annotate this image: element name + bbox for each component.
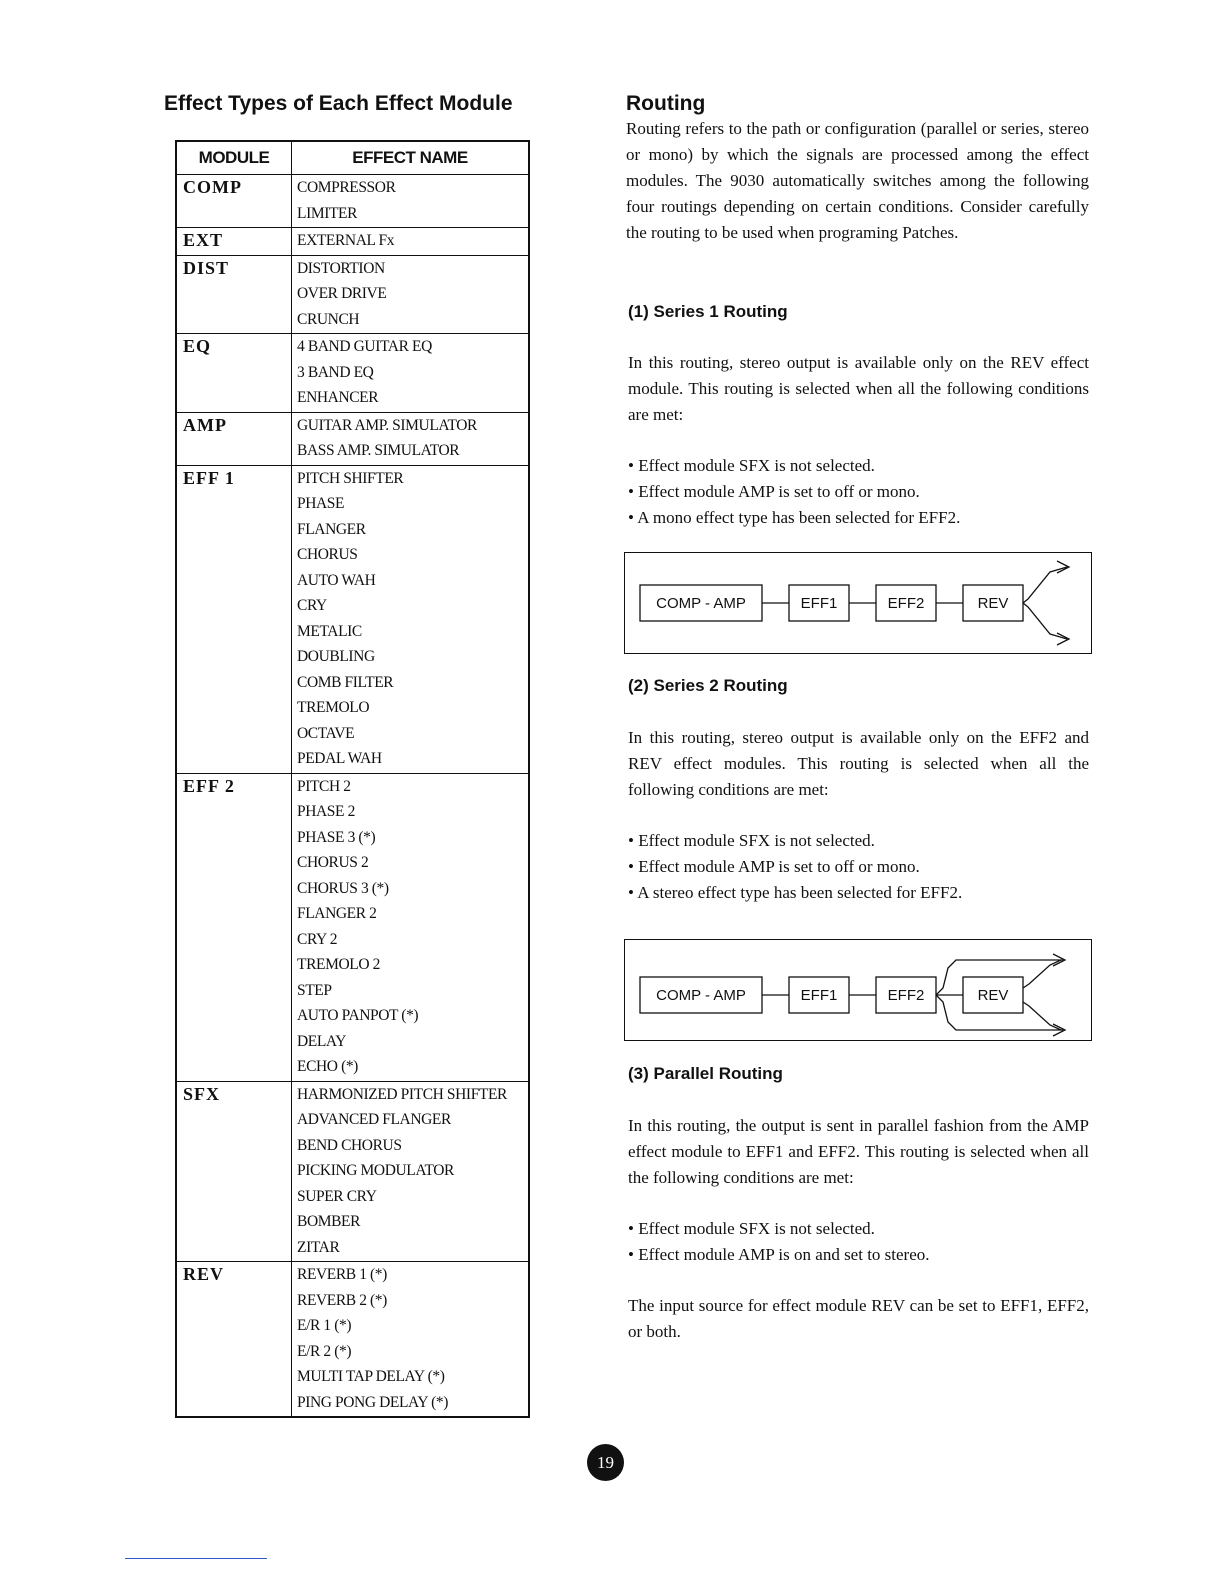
- parallel-conditions: [628, 1216, 1089, 1268]
- effect-name: CRY: [297, 597, 327, 614]
- effect-name: PICKING MODULATOR: [297, 1162, 454, 1179]
- effect-name: PITCH SHIFTER: [297, 469, 404, 487]
- series2-block: [628, 725, 1089, 906]
- series2-diagram-graphic: [625, 940, 1091, 1040]
- series1-conditions: [628, 453, 1089, 531]
- table-row: [176, 228, 529, 256]
- effect-name: DELAY: [297, 1032, 347, 1050]
- module-cell: REV: [176, 1262, 292, 1418]
- series2-diagram: [624, 939, 1092, 1041]
- effect-names-cell: [292, 255, 530, 334]
- effect-names-cell: [292, 1262, 530, 1418]
- effect-name: PING PONG DELAY (*): [297, 1393, 448, 1411]
- effect-names-cell: [292, 1081, 530, 1262]
- effect-names-cell: [292, 175, 530, 228]
- table-row: [176, 334, 529, 413]
- module-cell: AMP: [176, 412, 292, 465]
- routing-title: Routing: [626, 92, 706, 115]
- list-item: • Effect module AMP is set to off or mono.: [628, 857, 920, 876]
- table-row: [176, 175, 529, 228]
- list-item: • Effect module AMP is on and set to stereo.: [628, 1245, 930, 1264]
- table-row: [176, 773, 529, 1081]
- module-cell: EFF 2: [176, 773, 292, 1081]
- table-row: [176, 1262, 529, 1418]
- series1-diagram-graphic: [625, 553, 1091, 653]
- effect-name: ZITAR: [297, 1238, 340, 1256]
- effect-name: STEP: [297, 981, 332, 999]
- effect-names-cell: [292, 412, 530, 465]
- effect-name: REVERB 1 (*): [297, 1266, 387, 1283]
- effect-name: 3 BAND EQ: [297, 363, 374, 381]
- comp-amp-label: COMP - AMP: [656, 987, 746, 1004]
- effect-name: BEND CHORUS: [297, 1136, 402, 1154]
- routing-section: [626, 92, 1089, 246]
- parallel-text: In this routing, the output is sent in parallel fashion from the AMP effect module to EFF1 and EFF2. This routing is selected when all the following conditions are met:: [628, 1116, 1089, 1187]
- series1-block: [628, 350, 1089, 531]
- module-cell: EXT: [176, 228, 292, 256]
- effect-name: 4 BAND GUITAR EQ: [297, 338, 432, 355]
- list-item: • Effect module SFX is not selected.: [628, 831, 875, 850]
- effect-name: DISTORTION: [297, 259, 385, 277]
- list-item: • Effect module SFX is not selected.: [628, 456, 875, 475]
- module-column-header: MODULE: [176, 141, 292, 175]
- parallel-heading: (3) Parallel Routing: [628, 1064, 783, 1083]
- effect-name: REVERB 2 (*): [297, 1291, 387, 1309]
- series2-heading: (2) Series 2 Routing: [628, 676, 788, 695]
- effect-name: E/R 2 (*): [297, 1342, 352, 1360]
- effect-name: SUPER CRY: [297, 1187, 377, 1205]
- parallel-block: [628, 1113, 1089, 1345]
- series1-text: In this routing, stereo output is available only on the REV effect module. This routing is selected when all the following conditions are met:: [628, 353, 1089, 424]
- effect-name: OVER DRIVE: [297, 285, 387, 302]
- comp-amp-label: COMP - AMP: [656, 595, 746, 612]
- effect-name: LIMITER: [297, 204, 358, 222]
- effect-name: PITCH 2: [297, 777, 351, 795]
- rev-label: REV: [977, 987, 1009, 1004]
- eff1-label: EFF1: [800, 987, 838, 1004]
- rev-label: REV: [977, 595, 1009, 612]
- effect-name: AUTO WAH: [297, 571, 376, 589]
- effect-name: METALIC: [297, 622, 362, 640]
- effect-name: PEDAL WAH: [297, 750, 382, 767]
- effect-name: COMB FILTER: [297, 673, 394, 691]
- effect-name: PHASE 2: [297, 803, 355, 820]
- effect-name: PHASE: [297, 495, 345, 512]
- effect-name: EXTERNAL Fx: [297, 232, 395, 249]
- effect-types-table: [175, 140, 530, 1418]
- lower-arrow-icon: [1057, 633, 1069, 645]
- module-cell: SFX: [176, 1081, 292, 1262]
- effect-name: CRUNCH: [297, 310, 360, 328]
- table-row: [176, 1081, 529, 1262]
- series1-heading: (1) Series 1 Routing: [628, 302, 788, 321]
- eff2-label: EFF2: [887, 595, 925, 612]
- module-cell: DIST: [176, 255, 292, 334]
- effect-name: CHORUS 2: [297, 854, 369, 871]
- effect-names-cell: [292, 228, 530, 256]
- effect-name: E/R 1 (*): [297, 1317, 352, 1334]
- effect-name: ADVANCED FLANGER: [297, 1111, 451, 1128]
- effect-name: DOUBLING: [297, 648, 375, 665]
- eff2-label: EFF2: [887, 987, 925, 1004]
- eff1-label: EFF1: [800, 595, 838, 612]
- effect-name: OCTAVE: [297, 724, 355, 742]
- parallel-note: The input source for effect module REV can be set to EFF1, EFF2, or both.: [628, 1296, 1089, 1341]
- effect-name: TREMOLO: [297, 699, 370, 716]
- series1-diagram: [624, 552, 1092, 654]
- left-heading: Effect Types of Each Effect Module: [164, 92, 513, 115]
- effect-name: CHORUS 3 (*): [297, 879, 389, 897]
- page-number: 19: [587, 1444, 624, 1481]
- lower-output-line: [1023, 603, 1067, 639]
- upper-output-line: [1023, 567, 1067, 603]
- list-item: • Effect module SFX is not selected.: [628, 1219, 875, 1238]
- module-cell: EQ: [176, 334, 292, 413]
- effect-name: CRY 2: [297, 930, 338, 948]
- effect-name: COMPRESSOR: [297, 179, 396, 196]
- effect-name: HARMONIZED PITCH SHIFTER: [297, 1085, 507, 1103]
- bottom-rule: [125, 1558, 267, 1559]
- series2-text: In this routing, stereo output is available only on the EFF2 and REV effect modules. This routing is selected when all the following conditions are met:: [628, 728, 1089, 799]
- effect-names-cell: [292, 773, 530, 1081]
- module-cell: COMP: [176, 175, 292, 228]
- effect-name: FLANGER: [297, 520, 366, 538]
- effect-names-cell: [292, 334, 530, 413]
- table-row: [176, 412, 529, 465]
- effect-name: CHORUS: [297, 546, 358, 563]
- effect-name: MULTI TAP DELAY (*): [297, 1368, 445, 1385]
- list-item: • Effect module AMP is set to off or mono.: [628, 482, 920, 501]
- upper-arrow-icon: [1057, 561, 1069, 573]
- list-item: • A stereo effect type has been selected for EFF2.: [628, 883, 963, 902]
- effect-name: PHASE 3 (*): [297, 828, 376, 846]
- effect-name: AUTO PANPOT (*): [297, 1007, 419, 1024]
- effect-name: ECHO (*): [297, 1058, 358, 1075]
- effect-name: BOMBER: [297, 1213, 361, 1230]
- effect-name: FLANGER 2: [297, 905, 377, 922]
- routing-intro: Routing refers to the path or configuration (parallel or series, stereo or mono) by which the signals are processed among the effect modules. The 9030 automatically switches among the following four routings depending on certain conditions. Consider carefully the routing to be used when programing Patches.: [626, 119, 1089, 242]
- effect-name: TREMOLO 2: [297, 956, 380, 973]
- effect-name: ENHANCER: [297, 389, 379, 406]
- effect-name-column-header: EFFECT NAME: [292, 141, 530, 175]
- effect-names-cell: [292, 465, 530, 773]
- series2-conditions: [628, 828, 1089, 906]
- table-header-row: [176, 141, 529, 175]
- table-row: [176, 465, 529, 773]
- table-row: [176, 255, 529, 334]
- effect-table-body: [176, 175, 529, 1418]
- effect-name: GUITAR AMP. SIMULATOR: [297, 416, 477, 434]
- module-cell: EFF 1: [176, 465, 292, 773]
- effect-name: BASS AMP. SIMULATOR: [297, 442, 460, 459]
- list-item: • A mono effect type has been selected for EFF2.: [628, 508, 961, 527]
